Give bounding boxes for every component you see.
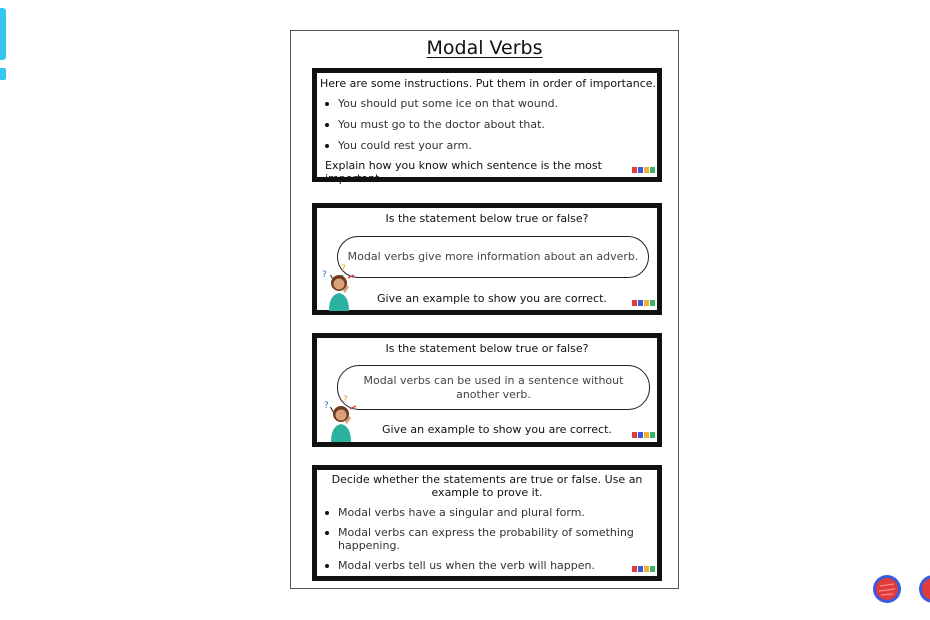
list-item: Modal verbs tell us when the verb will happen.	[321, 559, 649, 572]
statement-text: Modal verbs give more information about an adverb.	[347, 250, 639, 263]
classroom-secrets-logo-icon	[632, 167, 655, 173]
record-button-icon[interactable]	[872, 574, 902, 604]
classroom-secrets-logo-icon	[632, 300, 655, 306]
list-item: You should put some ice on that wound.	[321, 97, 651, 118]
card-footer: Explain how you know which sentence is the most important.	[325, 159, 602, 185]
statement-list	[321, 506, 649, 579]
card-footer: Give an example to show you are correct.	[377, 292, 607, 305]
card-heading: Is the statement below true or false?	[385, 212, 589, 225]
worksheet-title: Modal Verbs	[426, 37, 543, 59]
instruction-list	[321, 97, 651, 160]
thinking-girl-icon	[323, 394, 359, 442]
statement-bubble	[337, 365, 650, 410]
record-button-icon[interactable]	[918, 574, 930, 604]
thinking-girl-icon	[321, 263, 357, 311]
card-heading: Is the statement below true or false?	[385, 342, 589, 355]
question-card-statements	[312, 465, 662, 581]
svg-text:?: ?	[343, 395, 348, 405]
question-card-ordering	[312, 68, 662, 185]
list-item: Modal verbs can express the probability of something happening.	[321, 526, 649, 552]
statement-bubble	[337, 236, 649, 278]
card-heading: Here are some instructions. Put them in order of importance.	[320, 77, 656, 90]
classroom-secrets-logo-icon	[632, 566, 655, 572]
question-card-true-false-1	[312, 203, 662, 315]
statement-text: Modal verbs can be used in a sentence without another verb.	[363, 373, 624, 401]
list-item: You must go to the doctor about that.	[321, 118, 651, 139]
exclamation-mark-decoration	[0, 8, 8, 84]
list-item: You could rest your arm.	[321, 139, 651, 160]
svg-text:?: ?	[341, 264, 346, 274]
classroom-secrets-logo-icon	[632, 432, 655, 438]
list-item: Modal verbs have a singular and plural form.	[321, 506, 649, 519]
svg-text:?: ?	[324, 401, 329, 411]
question-card-true-false-2	[312, 333, 662, 447]
card-heading: Decide whether the statements are true or false. Use an example to prove it.	[331, 473, 643, 499]
svg-text:?: ?	[322, 270, 327, 280]
card-footer: Give an example to show you are correct.	[382, 423, 612, 436]
worksheet-page	[290, 30, 679, 589]
